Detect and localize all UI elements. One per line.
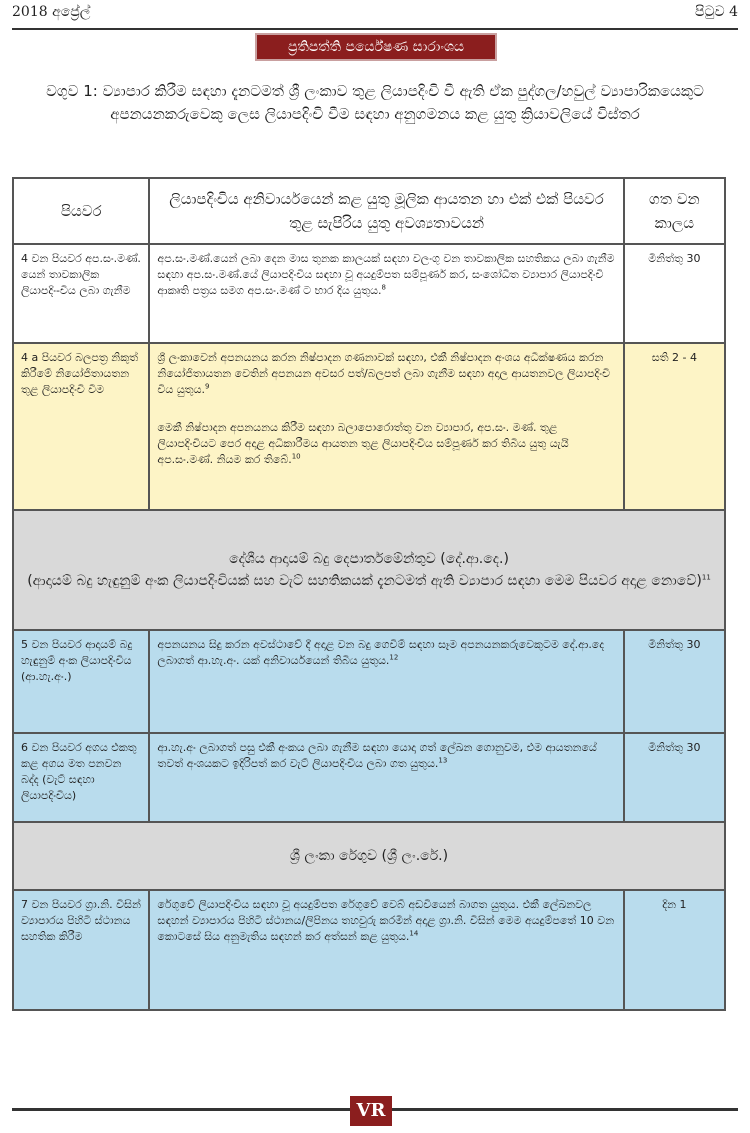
- footnote-ref: 13: [438, 756, 448, 765]
- section-row: [13, 510, 725, 630]
- process-table: [12, 177, 726, 1011]
- page-number: පිටුව 4: [695, 4, 738, 20]
- table-row: [13, 890, 725, 1010]
- page-header: [12, 0, 738, 30]
- step-cell: 4 වන පියවර අප.සං.මණ්. යෙන් තාවකාලික ලියාපදිං-චිය ලබා ගැනීම: [13, 244, 149, 343]
- table-row: [13, 244, 725, 343]
- requirement-text: අප.සං.මණ්.යෙන් ලබා දෙන මාස තුනක කාලයක් සඳහා වලංගු වන තාවකාලික සහතිකය ලබා ගැනීම සඳහා අප.සං.මණ්.යේ ලියාපදිංචිය සඳහා වූ අයදුම්පත සම්පූර්ණ කර, සංශෝධිත ව්‍යාපාර ලියාපදිංචි ආකෘති පත්‍රය සමග අප.සං.මණ් ට භාර දිය යුතුය.: [157, 252, 615, 297]
- requirement-text: රේගුවේ ලියාපදිංචිය සඳහා වූ අයදුම්පත රේගුවේ වෙබ් අඩවියෙන් බාගත යුතුය. එකී ලේඛනවල සඳහන් ව්‍යාපාරය පිහිටි ස්ථානය/ලිපිනය තහවුරු කරමින් අදාළ ග්‍රා.නි. විසින් මෙම අයදුම්පතේ 10 වන කොටසේ සිය අනුමැතිය සඳහන් කර අත්සන් කළ යුතුය.: [157, 898, 615, 943]
- footnote-ref: 14: [409, 929, 419, 938]
- requirement-text: අපනයනය සිදු කරන අවස්ථාවේ දී අදාළ වන බදු ගෙවීම් සඳහා සෑම අපනයනකරුවෙකුටම දේ.ආ.දෙ ලබාගත් ආ.හැ.අං. යක් අනිවාර්යයෙන් තිබිය යුතුය.: [157, 638, 605, 667]
- table-row: [13, 630, 725, 733]
- publisher-logo: VR: [350, 1096, 392, 1126]
- duration-cell: මිනිත්තු 30: [624, 733, 725, 822]
- section-heading-cell: [13, 822, 725, 890]
- section-title: දේශීය ආදායම් බදු දෙපාර්තමේන්තුව (දේ.ආ.දෙ.): [229, 551, 509, 567]
- section-note: (ආදායම් බදු හැඳුනුම් අංක ලියාපදිංචියක් සහ වැට් සහතිකයක් දැනටමත් ඇති ව්‍යාපාර සඳහා මෙම පියවර අදාළ නොවේ): [27, 573, 702, 589]
- section-banner: ප්‍රතිපත්ති පර්යේෂණ සාරාංශය: [255, 33, 497, 61]
- requirement-cell: [149, 890, 623, 1010]
- step-cell: 4 a පියවර බලපත්‍ර නිකුත් කිරීමේ නියෝජිතායතන තුළ ලියාපදිංචි වීම: [13, 343, 149, 510]
- section-title: ශ්‍රී ලංකා රේගුව (ශ්‍රී ලං.රේ.): [289, 848, 449, 864]
- requirement-cell: [149, 244, 623, 343]
- duration-cell: සති 2 - 4: [624, 343, 725, 510]
- step-cell: 7 වන පියවර ග්‍රා.නි. විසින් ව්‍යාපාරය පිහිටි ස්ථානය සහතික කිරීම: [13, 890, 149, 1010]
- requirement-cell: [149, 733, 623, 822]
- step-cell: 5 වන පියවර ආදායම් බදු හැඳුනුම් අංක ලියාපදිංචිය (ආ.හැ.අං.): [13, 630, 149, 733]
- footnote-ref: 12: [389, 653, 399, 662]
- table-header-row: [13, 178, 725, 244]
- table-row: [13, 733, 725, 822]
- footnote-ref: 11: [701, 573, 711, 582]
- requirement-text: ආ.හැ.අං ලබාගත් පසු එකී අංකය ලබා ගැනීම සඳහා යොදා ගත් ලේඛන ගොනුවම, එම ආයතනයේ තවත් අංශයකට ඉදිරිපත් කර වැට් ලියාපදිංචිය ලබා ගත යුතුය.: [157, 741, 597, 770]
- duration-cell: දින 1: [624, 890, 725, 1010]
- requirement-text: මෙකී නිෂ්පාදන අපනයනය කිරීම සඳහා බලාපොරොත්තු වන ව්‍යාපාර, අප.සං. මණ්. තුළ ලියාපදිංචියට පෙර අදාළ අධිකාරීමය ආයතන තුළ ලියාපදිංචිය සම්පූර්ණ කර තිබිය යුතු යැයි අප.සං.මණ්. නියම කර තිබේ.: [157, 421, 569, 466]
- section-heading-cell: [13, 510, 725, 630]
- requirement-cell: [149, 343, 623, 510]
- requirement-text: ශ්‍රී ලංකාවෙන් අපනයනය කරන නිෂ්පාදන ගණනාවක් සඳහා, එකී නිෂ්පාදන අංශය අධීක්ෂණය කරන නියෝජිතායතන වෙතින් අපනයන අවසර පත්/බලපත් ලබා ගැනීම සඳහා අදාල ආයතනවල ලියාපදිංචි විය යුතුය.: [157, 351, 610, 396]
- step-cell: 6 වන පියවර අගය එකතු කළ අගය මත පනවන බද්ද (වැට් සඳහා ලියාපදිංචිය): [13, 733, 149, 822]
- duration-cell: මිනිත්තු 30: [624, 630, 725, 733]
- issue-date: 2018 අප්‍රේල්: [12, 4, 91, 20]
- table-row: [13, 343, 725, 510]
- header-requirements: ලියාපදිංචිය අනිවාර්යයෙන් කළ යුතු මූලික ආයතන හා එක් එක් පියවර තුළ සැපිරිය යුතු අවශ්‍යතාවයන්: [149, 178, 623, 244]
- section-row: [13, 822, 725, 890]
- footnote-ref: 10: [291, 452, 301, 461]
- duration-cell: මිනිත්තු 30: [624, 244, 725, 343]
- footnote-ref: 8: [381, 283, 387, 292]
- requirement-cell: [149, 630, 623, 733]
- header-step: පියවර: [13, 178, 149, 244]
- header-duration: ගත වන කාලය: [624, 178, 725, 244]
- footnote-ref: 9: [204, 382, 210, 391]
- table-caption: වගුව 1: ව්‍යාපාර කිරීම සඳහා දැනටමත් ශ්‍රී ලංකාව තුළ ලියාපදිංචි වී ඇති ඒක පුද්ගල/හවුල් ව්‍යාපාරිකයෙකුට අපනයනකරුවෙකු ලෙස ලියාපදිංචි වීම සඳහා අනුගමනය කළ යුතු ක්‍රියාවලියේ විස්තර: [46, 82, 704, 123]
